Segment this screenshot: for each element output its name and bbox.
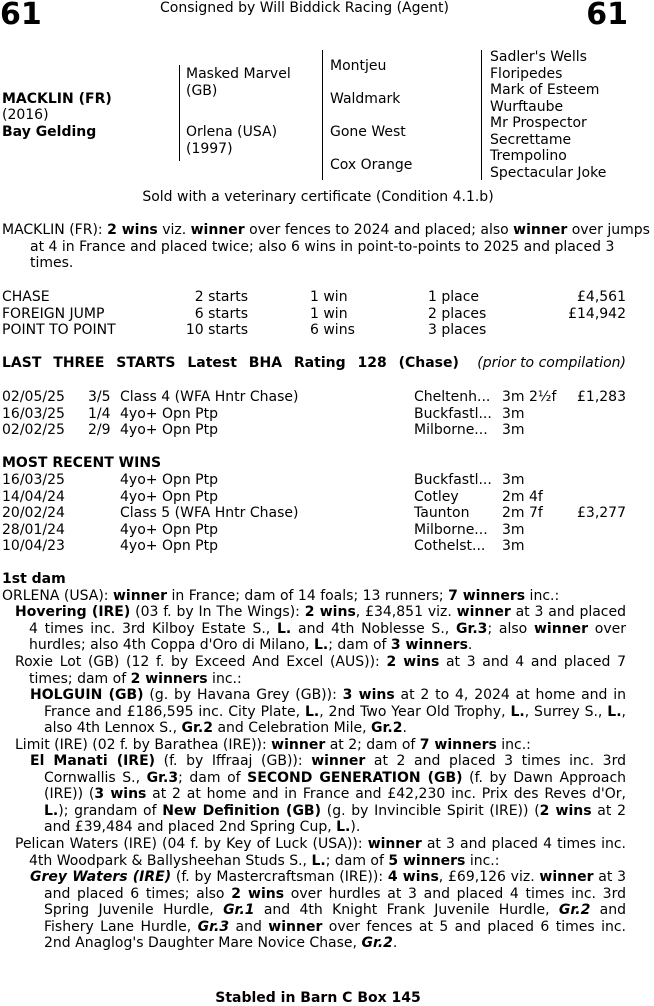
record-places: 2 places bbox=[428, 305, 487, 322]
record-wins: 1 win bbox=[310, 289, 348, 305]
dam-produce-entry: Hovering (IRE) (03 f. by In The Wings): 2 wins, £34,851 viz. winner at 3 and placed 4 times inc. 3rd Kilboy Estate S., L. and 4th Noblesse S., Gr.3; also winner over hurdles; also 4th Coppa d'Oro di Milano, L.; dam of 3 winners. bbox=[15, 604, 627, 653]
start-course: Milborne... bbox=[414, 422, 488, 438]
win-date: 16/03/25 bbox=[2, 472, 65, 488]
pedigree-divider bbox=[322, 50, 323, 180]
win-distance: 2m 4f bbox=[502, 488, 543, 505]
record-row bbox=[2, 306, 626, 323]
win-course: Milborne... bbox=[414, 521, 488, 538]
pedigree-granddam: Waldmark bbox=[330, 91, 401, 107]
win-distance: 2m 7f bbox=[502, 505, 543, 521]
win-distance: 3m bbox=[502, 538, 525, 554]
dam-produce-entry: Pelican Waters (IRE) (04 f. by Key of Luck (USA)): winner at 3 and placed 4 times inc. 4th Woodpark & Ballysheehan Studs S., L.; dam of 5 winners inc.: bbox=[15, 836, 627, 869]
win-course: Cothelst... bbox=[414, 538, 486, 554]
last-start-row bbox=[2, 422, 626, 439]
last-start-row bbox=[2, 406, 626, 423]
recent-win-row bbox=[2, 538, 626, 555]
record-starts: 2 starts bbox=[194, 289, 248, 305]
win-race: Class 5 (WFA Hntr Chase) bbox=[120, 505, 299, 521]
horse-sex-colour: Bay Gelding bbox=[2, 124, 97, 140]
horse-year: (2016) bbox=[2, 107, 49, 123]
record-starts: 10 starts bbox=[185, 322, 248, 338]
start-distance: 3m 2½f bbox=[502, 389, 557, 405]
pedigree-grandsire: Montjeu bbox=[330, 58, 387, 74]
record-starts: 6 starts bbox=[194, 305, 248, 322]
start-race: 4yo+ Opn Ptp bbox=[120, 405, 218, 422]
record-places: 3 places bbox=[428, 322, 487, 338]
pedigree-grandsire: Gone West bbox=[330, 124, 406, 140]
recent-win-row bbox=[2, 489, 626, 506]
start-course: Cheltenh... bbox=[414, 389, 491, 405]
win-date: 10/04/23 bbox=[2, 538, 65, 554]
granddam-produce-entry: El Manati (IRE) (f. by Iffraaj (GB)): winner at 2 and placed 3 times inc. 3rd Cornwallis S., Gr.3; dam of SECOND GENERATION (GB) (f. by Dawn Approach (IRE)) (3 wins at 2 at home and in France and £42,230 inc. Prix des Reves d'Or, L.); grandam of New Definition (GB) (g. by Invincible Spirit (IRE)) (2 wins at 2 and £39,484 and placed 2nd Spring Cup, L.). bbox=[30, 753, 627, 835]
win-course: Cotley bbox=[414, 488, 459, 505]
pedigree-divider bbox=[179, 65, 180, 161]
pedigree-sire: Masked Marvel (GB) bbox=[186, 66, 291, 99]
pedigree-divider bbox=[481, 50, 482, 180]
vet-note: Sold with a veterinary certificate (Condition 4.1.b) bbox=[142, 189, 494, 205]
win-race: 4yo+ Opn Ptp bbox=[120, 472, 218, 488]
win-date: 28/01/24 bbox=[2, 521, 65, 538]
record-wins: 6 wins bbox=[310, 322, 355, 338]
win-race: 4yo+ Opn Ptp bbox=[120, 521, 218, 538]
dam-produce-entry: Limit (IRE) (02 f. by Barathea (IRE)): winner at 2; dam of 7 winners inc.: bbox=[15, 737, 531, 753]
last-start-row bbox=[2, 389, 626, 406]
win-race: 4yo+ Opn Ptp bbox=[120, 538, 218, 554]
pedigree-granddam: Cox Orange bbox=[330, 157, 413, 173]
win-race: 4yo+ Opn Ptp bbox=[120, 488, 218, 505]
win-course: Buckfastl... bbox=[414, 472, 492, 488]
start-course: Buckfastl... bbox=[414, 405, 492, 422]
recent-win-row bbox=[2, 522, 626, 539]
last-three-heading: LAST THREE STARTS Latest BHA Rating 128 (Chase) (prior to compilation) bbox=[2, 355, 626, 371]
start-race: Class 4 (WFA Hntr Chase) bbox=[120, 389, 299, 405]
record-places: 1 place bbox=[428, 289, 480, 305]
win-distance: 3m bbox=[502, 472, 525, 488]
start-distance: 3m bbox=[502, 405, 525, 422]
dam-record: ORLENA (USA): winner in France; dam of 14 foals; 13 runners; 7 winners inc.: bbox=[2, 588, 560, 604]
start-position: 1/4 bbox=[88, 405, 111, 422]
win-date: 14/04/24 bbox=[2, 488, 65, 505]
pedigree-dam: Orlena (USA) (1997) bbox=[186, 124, 278, 157]
lot-number-right: 61 bbox=[586, 0, 628, 32]
dam-produce-entry: Roxie Lot (GB) (12 f. by Exceed And Excel (AUS)): 2 wins at 3 and 4 and placed 7 times; dam of 2 winners inc.: bbox=[15, 654, 627, 687]
start-position: 3/5 bbox=[88, 389, 111, 405]
win-date: 20/02/24 bbox=[2, 505, 65, 521]
start-date: 16/03/25 bbox=[2, 405, 65, 422]
record-type: CHASE bbox=[2, 289, 50, 305]
summary-paragraph: MACKLIN (FR): 2 wins viz. winner over fences to 2024 and placed; also winner over jumps at 4 in France and placed twice; also 6 wins in point-to-points to 2025 and placed 3 times. bbox=[2, 222, 650, 271]
win-prize: £3,277 bbox=[577, 505, 626, 521]
recent-wins-heading: MOST RECENT WINS bbox=[2, 455, 162, 471]
record-wins: 1 win bbox=[310, 305, 348, 322]
record-row bbox=[2, 289, 626, 306]
lot-number-left: 61 bbox=[0, 0, 42, 32]
horse-name: MACKLIN (FR) bbox=[2, 91, 112, 107]
granddam-produce-entry: HOLGUIN (GB) (g. by Havana Grey (GB)): 3 wins at 2 to 4, 2024 at home and in France and £186,595 inc. City Plate, L., 2nd Two Year Old Trophy, L., Surrey S., L., also 4th Lennox S., Gr.2 and Celebration Mile, Gr.2. bbox=[30, 687, 626, 736]
record-type: FOREIGN JUMP bbox=[2, 305, 105, 322]
start-date: 02/05/25 bbox=[2, 389, 65, 405]
start-race: 4yo+ Opn Ptp bbox=[120, 422, 218, 438]
recent-win-row bbox=[2, 505, 626, 522]
win-course: Taunton bbox=[414, 505, 470, 521]
record-type: POINT TO POINT bbox=[2, 322, 116, 338]
pedigree-ggs-list: Sadler's Wells Floripedes Mark of Esteem Wurftaube Mr Prospector Secrettame Trempolino Spectacular Joke bbox=[490, 49, 607, 181]
granddam-produce-entry: Grey Waters (IRE) (f. by Mastercraftsman (IRE)): 4 wins, £69,126 viz. winner at 3 and placed 6 times; also 2 wins over hurdles at 3 and placed 4 times inc. 3rd Spring Juvenile Hurdle, Gr.1 and 4th Knight Frank Juvenile Hurdle, Gr.2 and Fishery Lane Hurdle, Gr.3 and winner over fences at 5 and placed 6 times inc. 2nd Anaglog's Daughter Mare Novice Chase, Gr.2. bbox=[30, 869, 626, 951]
record-row bbox=[2, 322, 626, 339]
start-position: 2/9 bbox=[88, 422, 111, 438]
record-prize: £4,561 bbox=[577, 289, 626, 305]
recent-win-row bbox=[2, 472, 626, 489]
start-date: 02/02/25 bbox=[2, 422, 65, 438]
stabling-footer: Stabled in Barn C Box 145 bbox=[215, 990, 421, 1006]
consignor: Consigned by Will Biddick Racing (Agent) bbox=[160, 0, 449, 16]
record-prize: £14,942 bbox=[568, 305, 626, 322]
start-prize: £1,283 bbox=[577, 389, 626, 405]
first-dam-heading: 1st dam bbox=[2, 571, 66, 587]
start-distance: 3m bbox=[502, 422, 525, 438]
win-distance: 3m bbox=[502, 521, 525, 538]
